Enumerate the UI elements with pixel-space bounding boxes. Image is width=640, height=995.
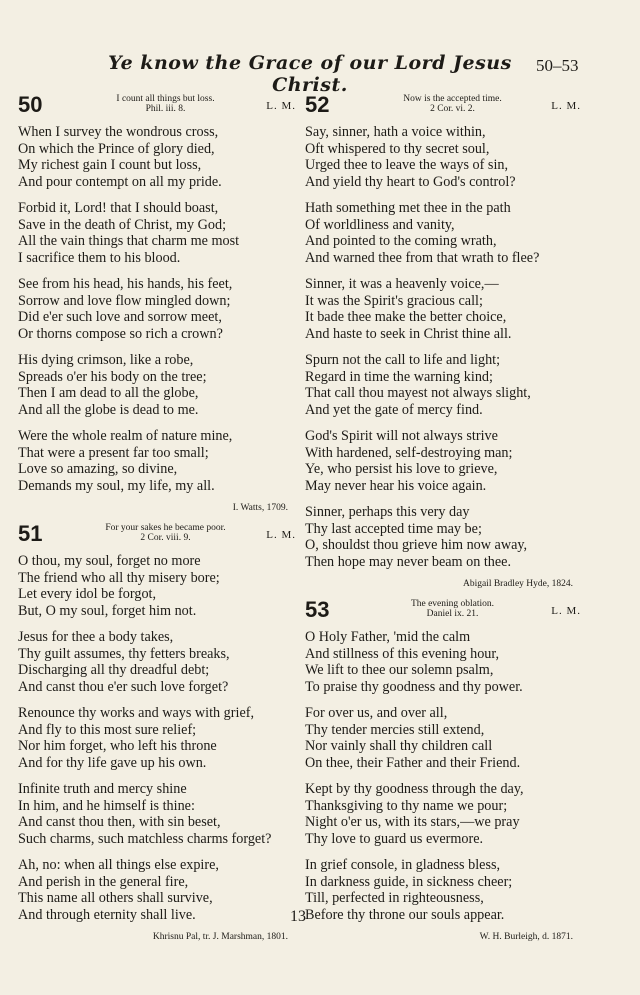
hymn-number: 53: [305, 597, 330, 622]
hymn-52: [305, 90, 583, 589]
stanza: [305, 124, 583, 190]
verse-line: This name all others shall survive,: [18, 890, 213, 906]
hymn-51: [18, 519, 298, 942]
verse-line: That were a present far too small;: [18, 444, 209, 461]
hymn-range: 50–53: [536, 56, 579, 75]
stanza: [18, 428, 298, 494]
caption-line: The evening oblation.: [410, 599, 495, 609]
verse-line: And warned thee from that wrath to flee?: [305, 249, 540, 266]
stanza: [305, 781, 583, 847]
verse-line: Nor vainly shall thy children call: [305, 738, 493, 754]
verse-line: We lift to thee our solemn psalm,: [305, 662, 494, 678]
verse-line: But, O my soul, forget him not.: [18, 602, 197, 619]
verse-line: Sinner, it was a heavenly voice,—: [305, 276, 499, 292]
verse-line: And yield thy heart to God's control?: [305, 173, 516, 190]
verse-line: Till, perfected in righteousness,: [305, 890, 484, 906]
verse-line: See from his head, his hands, his feet,: [18, 276, 233, 292]
verse-line: Ah, no: when all things else expire,: [18, 857, 219, 873]
verse-line: And pour contempt on all my pride.: [18, 173, 222, 190]
verse-line: Sinner, perhaps this very day: [305, 504, 470, 520]
verse-line: Let every idol be forgot,: [18, 586, 157, 602]
stanza: [305, 705, 583, 771]
verse-line: Love so amazing, so divine,: [18, 461, 178, 477]
hymn-header: [305, 595, 583, 627]
verse-line: Oft whispered to thy secret soul,: [305, 140, 490, 157]
caption-line: I count all things but loss.: [116, 94, 215, 104]
verse-line: To praise thy goodness and thy power.: [305, 678, 523, 695]
stanza: [305, 857, 583, 923]
hymn-meter: L. M.: [266, 529, 296, 541]
stanza: [18, 705, 298, 771]
verse-line: Say, sinner, hath a voice within,: [305, 124, 486, 140]
verse-line: Thy love to guard us evermore.: [305, 830, 484, 847]
verse-line: On which the Prince of glory died,: [18, 140, 215, 157]
hymn-header: [18, 90, 298, 122]
verse-line: My richest gain I count but loss,: [18, 157, 202, 173]
hymn-53: [305, 595, 583, 942]
hymn-header: [305, 90, 583, 122]
verse-line: And perish in the general fire,: [18, 873, 189, 890]
stanza: [305, 200, 583, 266]
hymn-meter: L. M.: [551, 605, 581, 617]
verse-line: For over us, and over all,: [305, 705, 448, 721]
verse-line: Did e'er such love and sorrow meet,: [18, 309, 222, 325]
stanza: [18, 629, 298, 695]
verse-line: It bade thee make the better choice,: [305, 309, 507, 325]
verse-line: Spreads o'er his body on the tree;: [18, 368, 207, 385]
stanza: [18, 781, 298, 847]
hymn-caption: [365, 94, 540, 114]
hymn-attribution: W. H. Burleigh, d. 1871.: [479, 932, 573, 942]
caption-line: Now is the accepted time.: [403, 94, 502, 104]
verse-line: Then I am dead to all the globe,: [18, 385, 199, 401]
hymn-meter: L. M.: [266, 100, 296, 112]
verse-line: Night o'er us, with its stars,—we pray: [305, 814, 520, 830]
verse-line: Urged thee to leave the ways of sin,: [305, 157, 509, 173]
hymn-caption: [365, 599, 540, 619]
verse-line: The friend who all thy misery bore;: [18, 569, 220, 586]
verse-line: And pointed to the coming wrath,: [305, 233, 497, 249]
verse-line: Regard in time the warning kind;: [305, 368, 493, 385]
verse-line: May never hear his voice again.: [305, 477, 487, 494]
verse-line: And haste to seek in Christ thine all.: [305, 325, 512, 342]
stanza: [18, 124, 298, 190]
hymn-caption: [78, 94, 253, 114]
verse-line: And stillness of this evening hour,: [305, 645, 500, 662]
verse-line: God's Spirit will not always strive: [305, 428, 498, 444]
caption-line: 2 Cor. viii. 9.: [140, 533, 191, 543]
verse-line: On thee, their Father and their Friend.: [305, 754, 521, 771]
right-column: [305, 90, 583, 948]
verse-line: Ye, who persist his love to grieve,: [305, 461, 498, 477]
verse-line: Renounce thy works and ways with grief,: [18, 705, 255, 721]
stanza: [18, 553, 298, 619]
caption-line: For your sakes he became poor.: [105, 523, 226, 533]
verse-line: Discharging all thy dreadful debt;: [18, 662, 210, 678]
hymn-number: 50: [18, 92, 43, 117]
hymn-number: 52: [305, 92, 330, 117]
verse-line: In darkness guide, in sickness cheer;: [305, 873, 513, 890]
verse-line: Such charms, such matchless charms forget?: [18, 830, 272, 847]
verse-line: It was the Spirit's gracious call;: [305, 292, 483, 309]
verse-line: O thou, my soul, forget no more: [18, 553, 201, 569]
verse-line: And through eternity shall live.: [18, 906, 196, 923]
verse-line: In grief console, in gladness bless,: [305, 857, 501, 873]
verse-line: And canst thou then, with sin beset,: [18, 814, 221, 830]
verse-line: Kept by thy goodness through the day,: [305, 781, 524, 797]
verse-line: Demands my soul, my life, my all.: [18, 477, 215, 494]
hymn-50: [18, 90, 298, 513]
verse-line: Were the whole realm of nature mine,: [18, 428, 233, 444]
verse-line: And yet the gate of mercy find.: [305, 401, 483, 418]
verse-line: And for thy life gave up his own.: [18, 754, 207, 771]
stanza: [18, 352, 298, 418]
verse-line: Spurn not the call to life and light;: [305, 352, 501, 368]
page-number: 13: [290, 908, 306, 925]
verse-line: Thy last accepted time may be;: [305, 520, 482, 537]
verse-line: With hardened, self-destroying man;: [305, 444, 513, 461]
hymn-attribution: Abigail Bradley Hyde, 1824.: [462, 579, 573, 589]
verse-line: Forbid it, Lord! that I should boast,: [18, 200, 219, 216]
hymn-header: [18, 519, 298, 551]
hymn-attribution: Khrisnu Pal, tr. J. Marshman, 1801.: [152, 932, 288, 942]
stanza: [305, 352, 583, 418]
stanza: [18, 276, 298, 342]
verse-line: Thanksgiving to thy name we pour;: [305, 797, 508, 814]
caption-line: 2 Cor. vi. 2.: [430, 104, 475, 114]
running-head-title: Ye know the Grace of our Lord Jesus Christ.: [108, 52, 512, 96]
stanza: [18, 200, 298, 266]
verse-line: All the vain things that charm me most: [18, 233, 240, 249]
hymn-attribution: I. Watts, 1709.: [232, 503, 288, 513]
hymn-number: 51: [18, 521, 43, 546]
stanza: [305, 428, 583, 494]
caption-line: Phil. iii. 8.: [145, 104, 186, 114]
hymn-caption: [78, 523, 253, 543]
verse-line: Or thorns compose so rich a crown?: [18, 325, 223, 342]
verse-line: Thy tender mercies still extend,: [305, 721, 485, 738]
verse-line: And canst thou e'er such love forget?: [18, 678, 229, 695]
verse-line: His dying crimson, like a robe,: [18, 352, 194, 368]
verse-line: Save in the death of Christ, my God;: [18, 216, 227, 233]
stanza: [305, 276, 583, 342]
verse-line: Nor him forget, who left his throne: [18, 738, 217, 754]
stanza: [18, 857, 298, 923]
verse-line: Before thy throne our souls appear.: [305, 906, 505, 923]
verse-line: When I survey the wondrous cross,: [18, 124, 219, 140]
verse-line: That call thou mayest not always slight,: [305, 385, 531, 401]
verse-line: In him, and he himself is thine:: [18, 797, 195, 814]
left-column: [18, 90, 298, 948]
caption-line: Daniel ix. 21.: [426, 609, 479, 619]
verse-line: Thy guilt assumes, thy fetters breaks,: [18, 645, 230, 662]
verse-line: And all the globe is dead to me.: [18, 401, 199, 418]
stanza: [305, 629, 583, 695]
verse-line: Hath something met thee in the path: [305, 200, 511, 216]
hymn-meter: L. M.: [551, 100, 581, 112]
verse-line: And fly to this most sure relief;: [18, 721, 197, 738]
stanza: [305, 504, 583, 570]
verse-line: Sorrow and love flow mingled down;: [18, 292, 231, 309]
verse-line: Of worldliness and vanity,: [305, 216, 455, 233]
verse-line: O Holy Father, 'mid the calm: [305, 629, 471, 645]
verse-line: Jesus for thee a body takes,: [18, 629, 174, 645]
verse-line: I sacrifice them to his blood.: [18, 249, 181, 266]
verse-line: O, shouldst thou grieve him now away,: [305, 537, 528, 553]
verse-line: Infinite truth and mercy shine: [18, 781, 187, 797]
verse-line: Then hope may never beam on thee.: [305, 553, 512, 570]
